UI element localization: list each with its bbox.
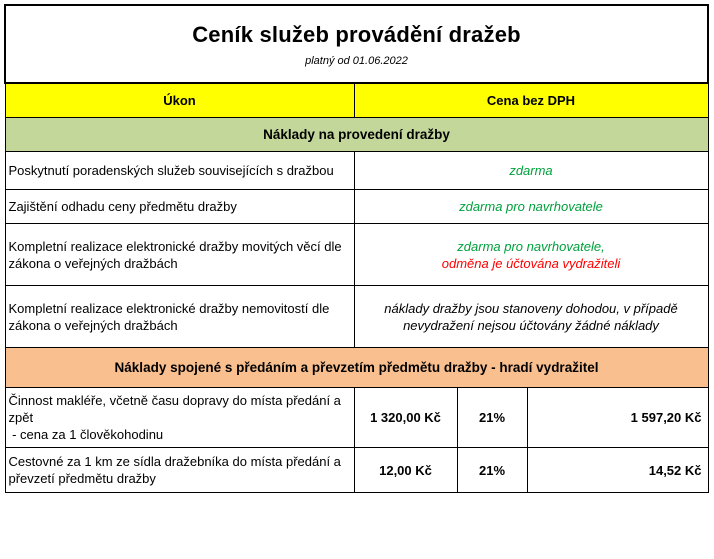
row-description: Kompletní realizace elektronické dražby movitých věcí dle zákona o veřejných dražbách bbox=[5, 224, 354, 286]
column-header-row bbox=[5, 83, 708, 118]
row-vat-rate: 21% bbox=[457, 388, 527, 448]
row-vat-rate: 21% bbox=[457, 448, 527, 493]
row-price: zdarma pro navrhovatele bbox=[354, 190, 708, 224]
row-description: Poskytnutí poradenských služeb souvisejících s dražbou bbox=[5, 152, 354, 190]
section-header-row bbox=[5, 118, 708, 152]
section-title-execution-costs: Náklady na provedení dražby bbox=[5, 118, 708, 152]
row-net-price: 12,00 Kč bbox=[354, 448, 457, 493]
row-description: Zajištění odhadu ceny předmětu dražby bbox=[5, 190, 354, 224]
row-net-price: 1 320,00 Kč bbox=[354, 388, 457, 448]
table-row bbox=[5, 388, 708, 448]
table-row bbox=[5, 224, 708, 286]
row-price bbox=[354, 224, 708, 286]
table-row bbox=[5, 286, 708, 348]
row-price-line-note: odměna je účtována vydražiteli bbox=[441, 255, 621, 271]
valid-from-text: platný od 01.06.2022 bbox=[305, 55, 408, 67]
section-header-row bbox=[5, 348, 708, 388]
page-title: Ceník služeb provádění dražeb bbox=[192, 22, 521, 47]
row-gross-price: 1 597,20 Kč bbox=[527, 388, 708, 448]
column-header-action: Úkon bbox=[5, 83, 354, 118]
price-list-table bbox=[4, 4, 709, 493]
row-description bbox=[5, 388, 354, 448]
row-description: Kompletní realizace elektronické dražby nemovitostí dle zákona o veřejných dražbách bbox=[5, 286, 354, 348]
row-description-unit: - cena za 1 člověkohodinu bbox=[8, 427, 164, 442]
row-description-line: Činnost makléře, včetně času dopravy do místa předání a zpět bbox=[8, 393, 341, 425]
column-header-price: Cena bez DPH bbox=[354, 83, 708, 118]
row-price: náklady dražby jsou stanoveny dohodou, v případě nevydražení nejsou účtovány žádné náklady bbox=[354, 286, 708, 348]
row-price-line: zdarma pro navrhovatele, bbox=[457, 238, 605, 254]
table-row bbox=[5, 152, 708, 190]
row-price: zdarma bbox=[354, 152, 708, 190]
row-gross-price: 14,52 Kč bbox=[527, 448, 708, 493]
section-title-handover-costs: Náklady spojené s předáním a převzetím předmětu dražby - hradí vydražitel bbox=[5, 348, 708, 388]
table-row bbox=[5, 448, 708, 493]
row-description: Cestovné za 1 km ze sídla dražebníka do místa předání a převzetí předmětu dražby bbox=[5, 448, 354, 493]
title-cell bbox=[5, 5, 708, 83]
table-row bbox=[5, 190, 708, 224]
price-list-sheet bbox=[4, 4, 707, 493]
